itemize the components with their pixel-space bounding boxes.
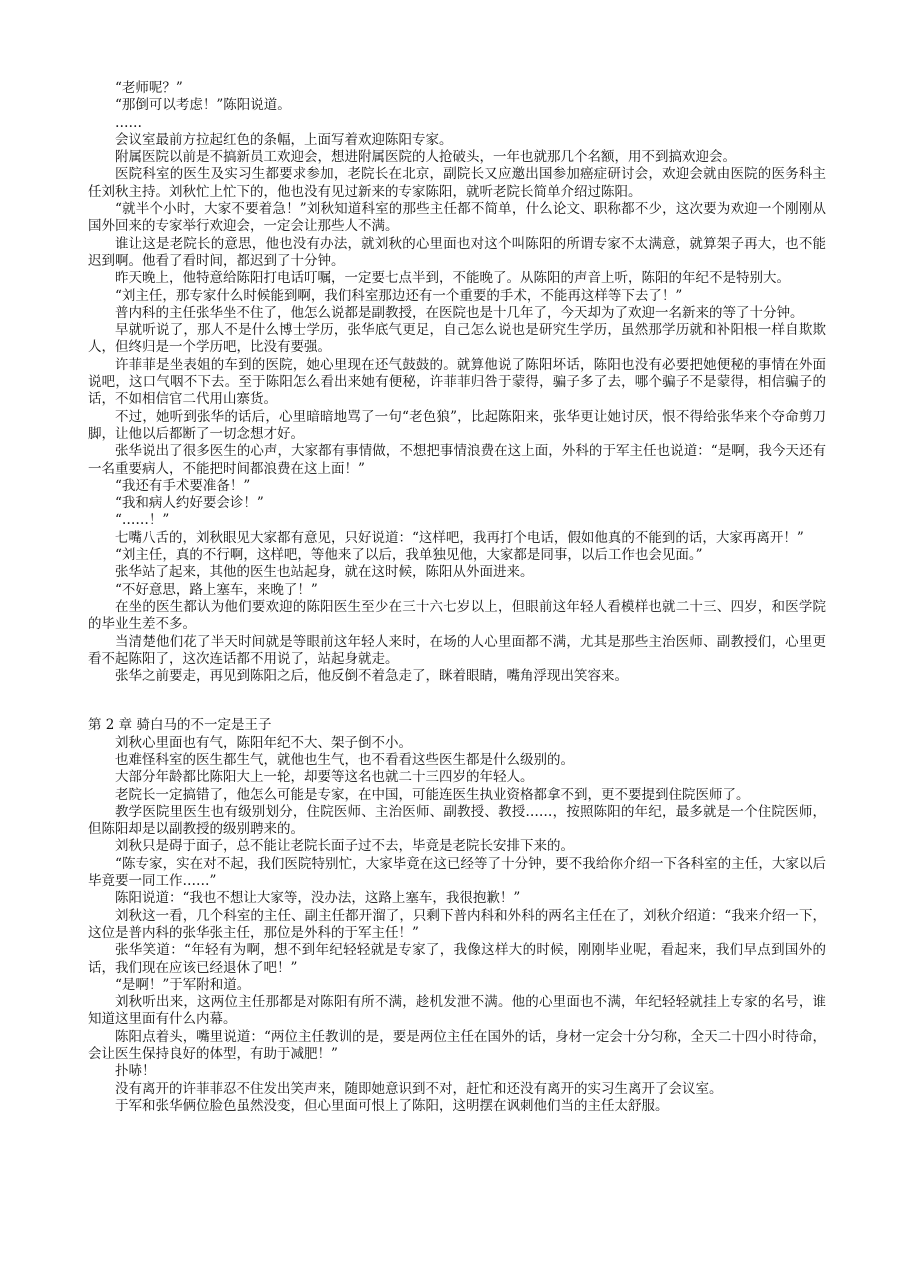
paragraph: “就半个小时，大家不要着急！”刘秋知道科室的那些主任都不简单，什么论文、职称都不少，这次要为欢迎一个刚刚从国外回来的专家举行欢迎会，一定会让那些人不满。: [88, 201, 826, 235]
paragraph: 教学医院里医生也有级别划分，住院医师、主治医师、副教授、教授……，按照陈阳的年纪，最多就是一个住院医师，但陈阳却是以副教授的级别聘来的。: [88, 803, 826, 838]
paragraph: “那倒可以考虑！”陈阳说道。: [115, 97, 291, 114]
paragraph: 刘秋听出来，这两位主任那都是对陈阳有所不满，趁机发泄不满。他的心里面也不满，年纪轻轻就挂上专家的名号，谁知道这里面有什么内幕。: [88, 994, 826, 1028]
paragraph: 张华之前要走，再见到陈阳之后，他反倒不着急走了，眯着眼睛，嘴角浮现出笑容来。: [115, 668, 628, 685]
paragraph: “刘主任，那专家什么时候能到啊，我们科室那边还有一个重要的手术，不能再这样等下去了！”: [115, 287, 683, 304]
paragraph: 不过，她听到张华的话后，心里暗暗地骂了一句“老色狼”，比起陈阳来，张华更让她讨厌，恨不得给张华来个夺命剪刀脚，让他以后都断了一切念想才好。: [88, 408, 826, 442]
paragraph: 普内科的主任张华坐不住了，他怎么说都是副教授，在医院也是十几年了，今天却为了欢迎一名新来的等了十分钟。: [115, 304, 804, 321]
paragraph: 七嘴八舌的，刘秋眼见大家都有意见，只好说道：“这样吧，我再打个电话，假如他真的不能到的话，大家再离开！”: [115, 529, 804, 546]
paragraph: 也难怪科室的医生都生气，就他也生气，也不看看这些医生都是什么级别的。: [115, 751, 574, 768]
paragraph: “老师呢？”: [115, 80, 183, 96]
paragraph: 许菲菲是坐表姐的车到的医院，她心里现在还气鼓鼓的。就算他说了陈阳坏话，陈阳也没有必要把她便秘的事情在外面说吧，这口气咽不下去。至于陈阳怎么看出来她有便秘，许菲菲归咎于蒙得，骗子多了去，哪个骗子不是蒙得，相信骗子的话，不如相信官二代用山寨货。: [88, 356, 826, 408]
chapter-1-section: [88, 80, 826, 685]
paragraph: “是啊！”于军附和道。: [115, 976, 251, 993]
paragraph: 昨天晚上，他特意给陈阳打电话叮嘱，一定要七点半到，不能晚了。从陈阳的声音上听，陈阳的年纪不是特别大。: [115, 270, 790, 287]
paragraph: 刘秋只是碍于面子，总不能让老院长面子过不去，毕竟是老院长安排下来的。: [115, 838, 574, 855]
paragraph: “我和病人约好要会诊！”: [115, 495, 264, 512]
document-page: [88, 80, 826, 1115]
paragraph: 陈阳点着头，嘴里说道：“两位主任教训的是，要是两位主任在国外的话，身材一定会十分匀称，全天二十四小时待命，会让医生保持良好的体型，有助于减肥！”: [88, 1028, 826, 1063]
paragraph: 于军和张华俩位脸色虽然没变，但心里面可恨上了陈阳，这明摆在讽刺他们当的主任太舒服。: [115, 1097, 669, 1114]
paragraph: 扑哧！: [115, 1063, 156, 1080]
paragraph: “陈专家，实在对不起，我们医院特别忙，大家毕竟在这已经等了十分钟，要不我给你介绍一下各科室的主任，大家以后毕竟要一同工作……”: [88, 855, 826, 890]
paragraph: “……！”: [115, 512, 170, 529]
paragraph: 刘秋这一看，几个科室的主任、副主任都开溜了，只剩下普内科和外科的两名主任在了，刘秋介绍道：“我来介绍一下，这位是普内科的张华张主任，那位是外科的于军主任！”: [88, 907, 826, 941]
paragraph: 陈阳说道：“我也不想让大家等，没办法，这路上塞车，我很抱歉！”: [115, 890, 521, 907]
paragraph: 没有离开的许菲菲忍不住发出笑声来，随即她意识到不对，赶忙和还没有离开的实习生离开了会议室。: [115, 1080, 723, 1097]
paragraph: 当清楚他们花了半天时间就是等眼前这年轻人来时，在场的人心里面都不满，尤其是那些主治医师、副教授们，心里更看不起陈阳了，这次连话都不用说了，站起身就走。: [88, 633, 826, 667]
paragraph: 会议室最前方拉起红色的条幅，上面写着欢迎陈阳专家。: [115, 131, 453, 148]
paragraph: 附属医院以前是不搞新员工欢迎会，想进附属医院的人抢破头，一年也就那几个名额，用不到搞欢迎会。: [115, 149, 736, 166]
chapter-2-section: [88, 735, 826, 1116]
paragraph: “不好意思，路上塞车，来晚了！”: [115, 581, 318, 598]
paragraph: 刘秋心里面也有气，陈阳年纪不大、架子倒不小。: [115, 734, 412, 751]
paragraph: 老院长一定搞错了，他怎么可能是专家，在中国，可能连医生执业资格都拿不到，更不要提到住院医师了。: [115, 786, 750, 803]
paragraph: 医院科室的医生及实习生都要求参加，老院长在北京，副院长又应邀出国参加癌症研讨会，欢迎会就由医院的医务科主任刘秋主持。刘秋忙上忙下的，他也没有见过新来的专家陈阳，就听老院长简单介绍过陈阳。: [88, 166, 826, 200]
paragraph: 早就听说了，那人不是什么博士学历，张华底气更足，自己怎么说也是研究生学历，虽然那学历就和补阳根一样自欺欺人，但终归是一个学历吧，比没有要强。: [88, 322, 826, 356]
paragraph: “刘主任，真的不行啊，这样吧，等他来了以后，我单独见他，大家都是同事，以后工作也会见面。”: [115, 547, 703, 564]
chapter-heading: 第 2 章 骑白马的不一定是王子: [88, 717, 272, 734]
paragraph: 在坐的医生都认为他们要欢迎的陈阳医生至少在三十六七岁以上，但眼前这年轻人看模样也就二十三、四岁，和医学院的毕业生差不多。: [88, 598, 826, 633]
paragraph: 谁让这是老院长的意思，他也没有办法，就刘秋的心里面也对这个叫陈阳的所谓专家不太满意，就算架子再大，也不能迟到啊。他看了看时间，都迟到了十分钟。: [88, 235, 826, 269]
paragraph: “我还有手术要准备！”: [115, 477, 251, 494]
paragraph: 张华说出了很多医生的心声，大家都有事情做，不想把事情浪费在这上面，外科的于军主任也说道：“是啊，我今天还有一名重要病人，不能把时间都浪费在这上面！”: [88, 443, 826, 477]
paragraph: ……: [115, 114, 142, 131]
paragraph: 张华笑道：“年轻有为啊，想不到年纪轻轻就是专家了，我像这样大的时候，刚刚毕业呢，看起来，我们早点到国外的话，我们现在应该已经退休了吧！”: [88, 942, 826, 976]
paragraph: 大部分年龄都比陈阳大上一轮，却要等这名也就二十三四岁的年轻人。: [115, 769, 534, 786]
paragraph: 张华站了起来，其他的医生也站起身，就在这时候，陈阳从外面进来。: [115, 564, 534, 581]
